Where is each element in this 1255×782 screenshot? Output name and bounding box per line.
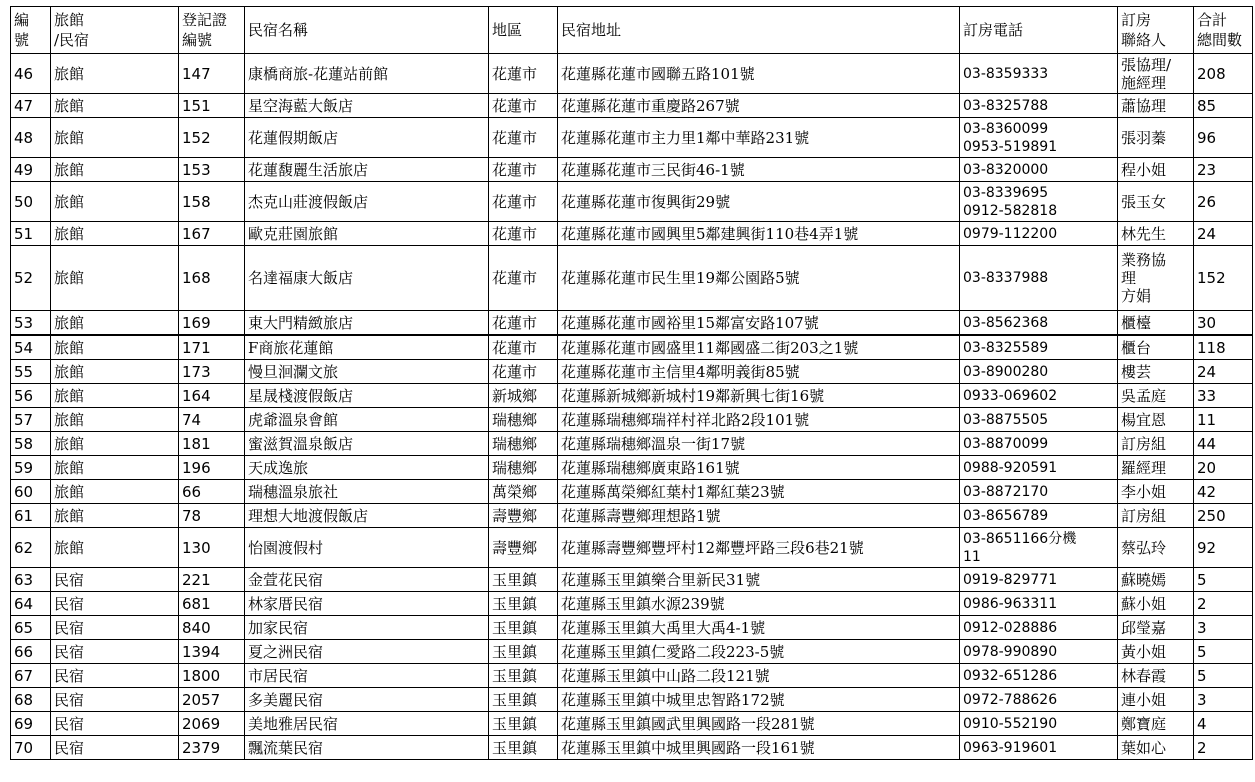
table-row — [11, 158, 1253, 182]
table-cell: 0988-920591 — [960, 456, 1118, 480]
table-cell: 玉里鎮 — [489, 592, 558, 616]
table-cell: 52 — [11, 246, 51, 311]
table-cell: 181 — [179, 432, 245, 456]
table-cell: 旅館 — [51, 54, 179, 94]
table-row — [11, 664, 1253, 688]
table-cell: 168 — [179, 246, 245, 311]
table-cell: 蔡弘玲 — [1118, 528, 1194, 568]
table-cell: 152 — [1194, 246, 1253, 311]
table-cell: 0963-919601 — [960, 736, 1118, 760]
table-cell: 理想大地渡假飯店 — [245, 504, 489, 528]
table-cell: 花蓮縣壽豐鄉豐坪村12鄰豐坪路三段6巷21號 — [558, 528, 960, 568]
table-cell: 173 — [179, 360, 245, 384]
table-cell: 花蓮縣花蓮市國聯五路101號 — [558, 54, 960, 94]
table-cell: 花蓮縣花蓮市民生里19鄰公園路5號 — [558, 246, 960, 311]
table-cell: 24 — [1194, 360, 1253, 384]
table-cell: 旅館 — [51, 94, 179, 118]
table-cell: 03-8360099 0953-519891 — [960, 118, 1118, 158]
table-cell: 旅館 — [51, 408, 179, 432]
table-cell: 楊宜恩 — [1118, 408, 1194, 432]
table-cell: 85 — [1194, 94, 1253, 118]
table-cell: 0919-829771 — [960, 568, 1118, 592]
table-cell: 3 — [1194, 688, 1253, 712]
table-cell: 新城鄉 — [489, 384, 558, 408]
table-cell: 張協理/ 施經理 — [1118, 54, 1194, 94]
table-cell: 50 — [11, 182, 51, 222]
table-cell: 59 — [11, 456, 51, 480]
table-cell: 怡園渡假村 — [245, 528, 489, 568]
table-cell: 訂房組 — [1118, 432, 1194, 456]
table-cell: 花蓮馥麗生活旅店 — [245, 158, 489, 182]
table-cell: 03-8339695 0912-582818 — [960, 182, 1118, 222]
table-row — [11, 688, 1253, 712]
table-cell: 74 — [179, 408, 245, 432]
table-cell: 壽豐鄉 — [489, 504, 558, 528]
table-cell: 67 — [11, 664, 51, 688]
table-row — [11, 712, 1253, 736]
table-cell: 花蓮市 — [489, 246, 558, 311]
table-cell: 櫃台 — [1118, 335, 1194, 360]
table-cell: 旅館 — [51, 158, 179, 182]
table-row — [11, 246, 1253, 311]
table-cell: 花蓮縣玉里鎮大禹里大禹4-1號 — [558, 616, 960, 640]
table-cell: 196 — [179, 456, 245, 480]
table-cell: 民宿 — [51, 592, 179, 616]
table-cell: 花蓮市 — [489, 54, 558, 94]
table-cell: 5 — [1194, 640, 1253, 664]
table-cell: 2379 — [179, 736, 245, 760]
table-cell: 民宿 — [51, 688, 179, 712]
table-cell: 57 — [11, 408, 51, 432]
header-cell: 合計 總間數 — [1194, 7, 1253, 54]
table-cell: 152 — [179, 118, 245, 158]
table-cell: 20 — [1194, 456, 1253, 480]
table-cell: 5 — [1194, 568, 1253, 592]
table-cell: 旅館 — [51, 222, 179, 246]
table-cell: 55 — [11, 360, 51, 384]
table-cell: 2057 — [179, 688, 245, 712]
table-cell: 金萱花民宿 — [245, 568, 489, 592]
table-cell: 連小姐 — [1118, 688, 1194, 712]
table-cell: 邱瑩嘉 — [1118, 616, 1194, 640]
table-cell: 林家厝民宿 — [245, 592, 489, 616]
table-cell: 花蓮縣新城鄉新城村19鄰新興七街16號 — [558, 384, 960, 408]
table-cell: 名達福康大飯店 — [245, 246, 489, 311]
table-cell: 旅館 — [51, 118, 179, 158]
table-cell: 44 — [1194, 432, 1253, 456]
table-cell: 花蓮縣玉里鎮水源239號 — [558, 592, 960, 616]
table-cell: 167 — [179, 222, 245, 246]
table-cell: 李小姐 — [1118, 480, 1194, 504]
table-cell: 花蓮縣花蓮市國盛里11鄰國盛二街203之1號 — [558, 335, 960, 360]
table-cell: 153 — [179, 158, 245, 182]
table-cell: 星晟棧渡假飯店 — [245, 384, 489, 408]
table-cell: 03-8870099 — [960, 432, 1118, 456]
table-row — [11, 182, 1253, 222]
table-cell: 33 — [1194, 384, 1253, 408]
header-cell: 登記證 編號 — [179, 7, 245, 54]
header-cell: 編 號 — [11, 7, 51, 54]
table-cell: 66 — [11, 640, 51, 664]
table-cell: 葉如心 — [1118, 736, 1194, 760]
table-cell: 65 — [11, 616, 51, 640]
table-cell: 業務協 理 方娟 — [1118, 246, 1194, 311]
table-cell: 63 — [11, 568, 51, 592]
table-cell: 林春霞 — [1118, 664, 1194, 688]
table-cell: 萬榮鄉 — [489, 480, 558, 504]
table-cell: 星空海藍大飯店 — [245, 94, 489, 118]
table-cell: 03-8562368 — [960, 311, 1118, 336]
table-cell: 03-8337988 — [960, 246, 1118, 311]
table-row — [11, 360, 1253, 384]
table-cell: 玉里鎮 — [489, 712, 558, 736]
table-cell: 花蓮縣瑞穗鄉廣東路161號 — [558, 456, 960, 480]
table-cell: 62 — [11, 528, 51, 568]
table-cell: 46 — [11, 54, 51, 94]
table-cell: 花蓮市 — [489, 311, 558, 336]
table-cell: F商旅花蓮館 — [245, 335, 489, 360]
table-cell: 旅館 — [51, 456, 179, 480]
table-row — [11, 408, 1253, 432]
table-cell: 花蓮縣玉里鎮中城里興國路一段161號 — [558, 736, 960, 760]
table-row — [11, 480, 1253, 504]
table-cell: 92 — [1194, 528, 1253, 568]
header-cell: 訂房 聯絡人 — [1118, 7, 1194, 54]
table-cell: 花蓮市 — [489, 158, 558, 182]
table-cell: 2069 — [179, 712, 245, 736]
table-cell: 旅館 — [51, 335, 179, 360]
table-cell: 樓芸 — [1118, 360, 1194, 384]
table-cell: 5 — [1194, 664, 1253, 688]
table-cell: 旅館 — [51, 432, 179, 456]
table-cell: 花蓮縣玉里鎮國武里興國路一段281號 — [558, 712, 960, 736]
table-cell: 玉里鎮 — [489, 664, 558, 688]
table-cell: 250 — [1194, 504, 1253, 528]
table-cell: 花蓮市 — [489, 222, 558, 246]
table-cell: 花蓮縣花蓮市主力里1鄰中華路231號 — [558, 118, 960, 158]
table-cell: 杰克山莊渡假飯店 — [245, 182, 489, 222]
table-cell: 花蓮縣玉里鎮仁愛路二段223-5號 — [558, 640, 960, 664]
table-cell: 花蓮市 — [489, 360, 558, 384]
header-cell: 地區 — [489, 7, 558, 54]
table-cell: 30 — [1194, 311, 1253, 336]
table-cell: 花蓮縣玉里鎮樂合里新民31號 — [558, 568, 960, 592]
table-cell: 張玉女 — [1118, 182, 1194, 222]
table-cell: 03-8656789 — [960, 504, 1118, 528]
table-cell: 壽豐鄉 — [489, 528, 558, 568]
table-cell: 民宿 — [51, 640, 179, 664]
table-cell: 48 — [11, 118, 51, 158]
table-cell: 681 — [179, 592, 245, 616]
table-cell: 瑞穗溫泉旅社 — [245, 480, 489, 504]
table-row — [11, 384, 1253, 408]
table-cell: 花蓮縣花蓮市國興里5鄰建興街110巷4弄1號 — [558, 222, 960, 246]
table-cell: 1394 — [179, 640, 245, 664]
table-row — [11, 456, 1253, 480]
header-cell: 民宿地址 — [558, 7, 960, 54]
table-cell: 47 — [11, 94, 51, 118]
table-cell: 0933-069602 — [960, 384, 1118, 408]
table-cell: 53 — [11, 311, 51, 336]
table-row — [11, 592, 1253, 616]
table-cell: 虎爺溫泉會館 — [245, 408, 489, 432]
table-cell: 58 — [11, 432, 51, 456]
table-cell: 3 — [1194, 616, 1253, 640]
table-cell: 康橋商旅-花蓮站前館 — [245, 54, 489, 94]
header-cell: 民宿名稱 — [245, 7, 489, 54]
table-cell: 玉里鎮 — [489, 736, 558, 760]
table-cell: 吳孟庭 — [1118, 384, 1194, 408]
table-cell: 03-8325589 — [960, 335, 1118, 360]
table-row — [11, 640, 1253, 664]
table-cell: 0932-651286 — [960, 664, 1118, 688]
table-cell: 旅館 — [51, 528, 179, 568]
table-row — [11, 94, 1253, 118]
table-cell: 2 — [1194, 736, 1253, 760]
table-cell: 蘇小姐 — [1118, 592, 1194, 616]
table-row — [11, 616, 1253, 640]
table-cell: 96 — [1194, 118, 1253, 158]
table-cell: 天成逸旅 — [245, 456, 489, 480]
table-cell: 68 — [11, 688, 51, 712]
table-cell: 花蓮假期飯店 — [245, 118, 489, 158]
table-cell: 蕭協理 — [1118, 94, 1194, 118]
table-cell: 東大門精緻旅店 — [245, 311, 489, 336]
table-cell: 瑞穗鄉 — [489, 456, 558, 480]
table-cell: 花蓮縣玉里鎮中山路二段121號 — [558, 664, 960, 688]
table-cell: 玉里鎮 — [489, 640, 558, 664]
table-cell: 0910-552190 — [960, 712, 1118, 736]
table-cell: 151 — [179, 94, 245, 118]
table-row — [11, 118, 1253, 158]
table-cell: 171 — [179, 335, 245, 360]
table-cell: 民宿 — [51, 712, 179, 736]
table-cell: 169 — [179, 311, 245, 336]
table-cell: 0978-990890 — [960, 640, 1118, 664]
table-cell: 花蓮市 — [489, 94, 558, 118]
table-cell: 蜜滋賀溫泉飯店 — [245, 432, 489, 456]
table-cell: 民宿 — [51, 664, 179, 688]
table-cell: 66 — [179, 480, 245, 504]
table-cell: 花蓮市 — [489, 182, 558, 222]
table-cell: 147 — [179, 54, 245, 94]
table-cell: 歐克莊園旅館 — [245, 222, 489, 246]
table-cell: 玉里鎮 — [489, 568, 558, 592]
table-cell: 花蓮市 — [489, 335, 558, 360]
table-cell: 164 — [179, 384, 245, 408]
table-row — [11, 311, 1253, 336]
table-cell: 03-8875505 — [960, 408, 1118, 432]
table-cell: 158 — [179, 182, 245, 222]
table-cell: 60 — [11, 480, 51, 504]
spreadsheet — [10, 6, 1253, 760]
table-cell: 03-8320000 — [960, 158, 1118, 182]
table-cell: 2 — [1194, 592, 1253, 616]
table-cell: 市居民宿 — [245, 664, 489, 688]
table-cell: 4 — [1194, 712, 1253, 736]
table-cell: 64 — [11, 592, 51, 616]
table-cell: 張羽蓁 — [1118, 118, 1194, 158]
table-cell: 42 — [1194, 480, 1253, 504]
table-row — [11, 736, 1253, 760]
table-cell: 61 — [11, 504, 51, 528]
table-cell: 0986-963311 — [960, 592, 1118, 616]
table-cell: 飄流葉民宿 — [245, 736, 489, 760]
table-cell: 221 — [179, 568, 245, 592]
table-cell: 旅館 — [51, 246, 179, 311]
accommodation-table — [10, 6, 1253, 760]
table-cell: 78 — [179, 504, 245, 528]
table-cell: 蘇曉嫣 — [1118, 568, 1194, 592]
table-cell: 0979-112200 — [960, 222, 1118, 246]
header-row — [11, 7, 1253, 54]
table-cell: 慢旦洄瀾文旅 — [245, 360, 489, 384]
table-row — [11, 568, 1253, 592]
table-cell: 0912-028886 — [960, 616, 1118, 640]
header-cell: 訂房電話 — [960, 7, 1118, 54]
table-cell: 旅館 — [51, 182, 179, 222]
table-row — [11, 528, 1253, 568]
table-cell: 1800 — [179, 664, 245, 688]
table-cell: 瑞穗鄉 — [489, 408, 558, 432]
table-cell: 林先生 — [1118, 222, 1194, 246]
table-row — [11, 335, 1253, 360]
table-cell: 03-8359333 — [960, 54, 1118, 94]
table-cell: 黃小姐 — [1118, 640, 1194, 664]
table-cell: 旅館 — [51, 504, 179, 528]
table-cell: 花蓮縣花蓮市三民街46-1號 — [558, 158, 960, 182]
table-cell: 花蓮縣花蓮市主信里4鄰明義街85號 — [558, 360, 960, 384]
table-cell: 瑞穗鄉 — [489, 432, 558, 456]
table-cell: 多美麗民宿 — [245, 688, 489, 712]
table-cell: 民宿 — [51, 568, 179, 592]
table-cell: 03-8872170 — [960, 480, 1118, 504]
table-cell: 11 — [1194, 408, 1253, 432]
table-cell: 花蓮縣瑞穗鄉瑞祥村祥北路2段101號 — [558, 408, 960, 432]
table-cell: 玉里鎮 — [489, 616, 558, 640]
table-cell: 24 — [1194, 222, 1253, 246]
table-cell: 花蓮市 — [489, 118, 558, 158]
table-cell: 旅館 — [51, 311, 179, 336]
table-row — [11, 504, 1253, 528]
table-row — [11, 54, 1253, 94]
table-cell: 櫃檯 — [1118, 311, 1194, 336]
table-cell: 0972-788626 — [960, 688, 1118, 712]
table-cell: 花蓮縣花蓮市復興街29號 — [558, 182, 960, 222]
table-cell: 118 — [1194, 335, 1253, 360]
table-cell: 花蓮縣壽豐鄉理想路1號 — [558, 504, 960, 528]
table-cell: 840 — [179, 616, 245, 640]
table-cell: 51 — [11, 222, 51, 246]
table-cell: 玉里鎮 — [489, 688, 558, 712]
table-cell: 加家民宿 — [245, 616, 489, 640]
table-cell: 49 — [11, 158, 51, 182]
table-cell: 03-8651166分機 11 — [960, 528, 1118, 568]
table-cell: 鄭寶庭 — [1118, 712, 1194, 736]
table-cell: 夏之洲民宿 — [245, 640, 489, 664]
table-cell: 56 — [11, 384, 51, 408]
table-cell: 訂房組 — [1118, 504, 1194, 528]
table-cell: 03-8900280 — [960, 360, 1118, 384]
table-cell: 花蓮縣花蓮市國裕里15鄰富安路107號 — [558, 311, 960, 336]
table-cell: 花蓮縣萬榮鄉紅葉村1鄰紅葉23號 — [558, 480, 960, 504]
table-cell: 23 — [1194, 158, 1253, 182]
table-row — [11, 432, 1253, 456]
table-cell: 花蓮縣瑞穗鄉溫泉一街17號 — [558, 432, 960, 456]
table-row — [11, 222, 1253, 246]
table-cell: 69 — [11, 712, 51, 736]
table-cell: 程小姐 — [1118, 158, 1194, 182]
table-cell: 208 — [1194, 54, 1253, 94]
table-cell: 羅經理 — [1118, 456, 1194, 480]
table-cell: 130 — [179, 528, 245, 568]
table-cell: 70 — [11, 736, 51, 760]
table-cell: 旅館 — [51, 360, 179, 384]
table-cell: 花蓮縣花蓮市重慶路267號 — [558, 94, 960, 118]
table-cell: 美地雅居民宿 — [245, 712, 489, 736]
table-cell: 民宿 — [51, 736, 179, 760]
table-cell: 花蓮縣玉里鎮中城里忠智路172號 — [558, 688, 960, 712]
header-cell: 旅館 /民宿 — [51, 7, 179, 54]
table-cell: 旅館 — [51, 480, 179, 504]
table-cell: 民宿 — [51, 616, 179, 640]
table-cell: 旅館 — [51, 384, 179, 408]
table-cell: 03-8325788 — [960, 94, 1118, 118]
table-cell: 54 — [11, 335, 51, 360]
table-cell: 26 — [1194, 182, 1253, 222]
